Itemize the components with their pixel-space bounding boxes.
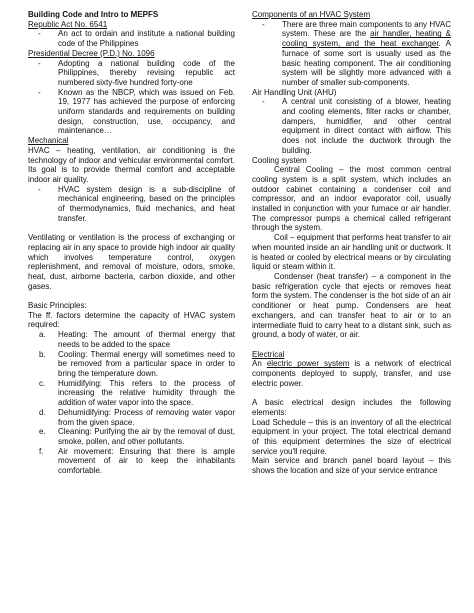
basic-principles-heading: Basic Principles: [28,301,87,311]
load-schedule-paragraph: Load Schedule – this is an inventory of all the electrical equipment in your project. The total electrical demand of this equipment determines the size of electrical service you'll require. [252,417,451,456]
ventilation-paragraph: Ventilating or ventilation is the process of exchanging or replacing air in any space to provide high indoor air quality which involves temperature control, oxygen replenishment, and removal of moisture, odors, smoke, heat, dust, airborne bacteria, carbon dioxide, and other gases. [28,233,235,291]
cooling-heading: Cooling system [252,155,307,165]
components-heading: Components of an HVAC System [252,10,371,19]
basic-principles-list [28,330,235,476]
condenser-paragraph: Condenser (heat transfer) – a component in the basic refrigeration cycle that ejects or removes heat form the system. The condenser is the hot side of an air conditioner or heat pump. Condensers are heat exchangers, and can transfer heat to air or to an intermediate fluid to carry heat to a distant sink, such as ground, a body of water, or air. [252,271,451,340]
list-item: - HVAC system design is a sub-discipline of mechanical engineering, based on the principles of thermodynamics, fluid mechanics, and heat transfer. [38,184,235,223]
hvac-paragraph: HVAC – heating, ventilation, air conditioning is the technology of indoor and vehicular environmental comfort. Its goal is to provide thermal comfort and acceptable indoor air quality. [28,145,235,184]
coil-paragraph: Coil – equipment that performs heat transfer to air when mounted inside an air handling unit or ductwork. It is heated or cooled by electrical means or by circulating liquid or steam within it. [252,233,451,272]
list-item: c. Humidifying: This refers to the process of increasing the relative humidity through the addition of water vapor into the space. [39,378,235,408]
list-item: a. Heating: The amount of thermal energy that needs to be added to the space [39,330,235,349]
hvac-list [28,185,235,224]
central-cooling-paragraph: Central Cooling – the most common central cooling system is a split system, which includes an outdoor cabinet containing a condenser coil and compressor, and an indoor evaporator coil, usually installed in conjunction with your furnace or air handler. The compressor pumps a chemical called refrigerant through the system. [252,165,451,233]
list-item: e. Cleaning: Purifying the air by the removal of dust, smoke, pollen, and other pollutants. [39,427,235,446]
electrical-paragraph: An electric power system is a network of electrical components deployed to supply, transfer, and use electric power. [252,359,451,388]
list-item: - Adopting a national building code of the Philippines, thereby revising republic act numbered sixty-five hundred forty-one [38,58,235,87]
left-column [28,10,235,476]
list-item: d. Dehumidifying: Process of removing water vapor from the given space. [39,407,235,427]
ra-heading: Republic Act No. 6541 [28,19,108,29]
right-column [252,10,451,476]
list-item: - An act to ordain and institute a national building code of the Philippines [38,29,235,49]
list-item: b. Cooling: Thermal energy will sometimes need to be removed from a particular space in order to bring the temperature down. [39,349,235,378]
electric-power-system-link: electric power system [266,359,350,369]
ahu-list [252,97,451,155]
pd-list [28,59,235,137]
components-list [252,20,451,88]
pd-heading: Presidential Decree (P.D.) No. 1096 [28,48,155,58]
list-item: - A central unit consisting of a blower, heating and cooling elements, filter racks or chamber, dampers, humidifier, and other central equipment in direct contact with airflow. This does not include the ductwork through the building. [262,97,451,155]
ra-list [28,29,235,48]
main-service-paragraph: Main service and branch panel board layout – this shows the location and size of your service entrance [252,456,451,476]
list-item: - There are three main components to any HVAC system. These are the air handler, heating & cooling system, and the heat exchanger. A furnace of some sort is usually used as the basic heating component. The air conditioning system will be slightly more advanced with a number of smaller sub-components. [262,19,451,87]
components-link: air handler, heating & cooling system, and the heat exchanger [282,29,451,49]
document-title: Building Code and Intro to MEPFS [28,10,159,19]
list-item: - Known as the NBCP, which was issued on Feb. 19, 1977 has achieved the purpose of enforcing uniform standards and requirements on building design, construction, use, occupancy, and maintenance… [38,87,235,136]
mechanical-heading: Mechanical [28,136,69,146]
ahu-heading: Air Handling Unit (AHU) [252,87,337,97]
electrical-heading: Electrical [252,349,285,359]
electrical-basic-paragraph: A basic electrical design includes the following elements: [252,398,451,417]
basic-principles-intro: The ff. factors determine the capacity of HVAC system required: [28,310,235,330]
list-item: f. Air movement: Ensuring that there is ample movement of air to keep the inhabitants comfortable. [39,446,235,476]
